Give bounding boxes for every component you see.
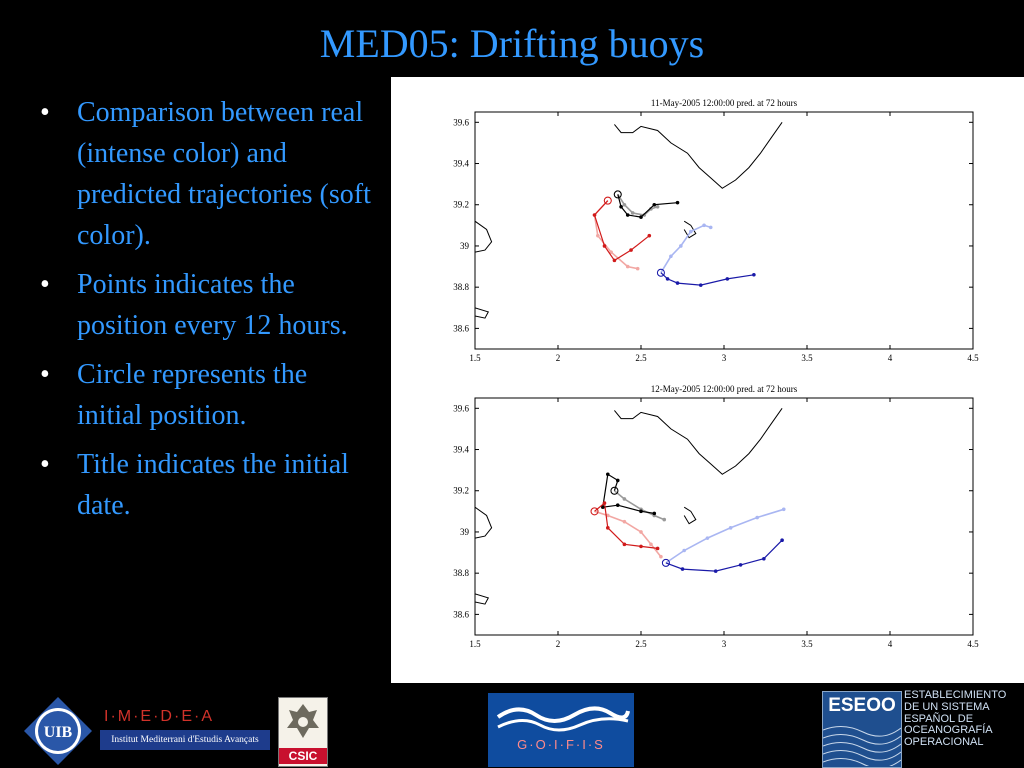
csic-emblem-icon [279,698,327,748]
x-tick-label: 4 [887,639,893,649]
trajectory-red-real [595,201,650,261]
x-tick-label: 3 [721,353,727,363]
eseoo-name-line: OPERACIONAL [904,736,984,749]
position-point [623,520,627,524]
position-point [714,569,718,573]
x-tick-label: 3.5 [801,353,813,363]
coastline [684,507,696,524]
bullet-text: Circle represents the initial position. [77,359,308,431]
position-point [782,507,786,511]
x-tick-label: 2 [555,639,561,649]
position-point [656,205,660,209]
position-point [652,512,656,516]
plot-area [475,122,782,318]
x-tick-label: 3 [721,639,727,649]
position-point [639,510,643,514]
goifis-label: G·O·I·F·I·S [517,737,605,752]
axes-box [475,112,973,349]
y-tick-label: 39 [460,526,469,537]
x-tick-label: 1.5 [469,353,481,363]
position-point [659,555,663,559]
wave-icon [488,693,634,737]
position-point [681,567,685,571]
y-tick-label: 39.2 [453,199,469,210]
position-point [699,283,703,287]
position-point [662,518,666,522]
position-point [639,530,643,534]
position-point [679,244,683,248]
bullet-dot: • [40,269,50,300]
position-point [652,203,656,207]
position-point [639,215,643,219]
y-tick-label: 38.8 [453,568,469,579]
eseoo-label: ESEOO [828,695,896,716]
bullet-dot: • [40,359,50,390]
y-tick-label: 38.6 [453,323,469,334]
position-point [755,516,759,520]
position-point [613,259,617,263]
plot-panel [453,98,979,363]
bullet-item [36,92,376,256]
y-tick-label: 38.8 [453,282,469,293]
eseoo-name-line: OCEANOGRAFÍA [904,724,993,737]
trajectory-black-pred [614,491,664,520]
y-tick-label: 39.4 [453,158,469,169]
eseoo-name-line: DE UN SISTEMA [904,700,990,713]
goifis-logo [488,693,634,767]
bullet-text: Comparison between real (intense color) and predicted trajectories (soft color). [77,97,371,251]
position-point [626,265,630,269]
plot-area [475,408,786,604]
coastline [475,221,492,252]
position-point [623,203,627,207]
coastline [614,122,782,188]
position-point [762,557,766,561]
trajectory-red-pred [595,511,661,556]
bullet-dot: • [40,449,50,480]
position-point [726,277,730,281]
bullet-list [36,92,376,534]
position-point [606,472,610,476]
position-point [616,503,620,507]
position-point [676,201,680,205]
x-tick-label: 3.5 [801,639,813,649]
eseoo-name-line: ESPAÑOL DE [904,712,974,725]
position-point [619,205,623,209]
axes-box [475,398,973,635]
position-point [739,563,743,567]
x-tick-label: 2.5 [635,353,647,363]
position-point [631,211,635,215]
bullet-text: Title indicates the initial date. [77,449,349,521]
y-tick-label: 39 [460,240,469,251]
position-point [596,234,600,238]
y-tick-label: 39.2 [453,485,469,496]
x-tick-label: 4.5 [967,639,979,649]
slide-title: MED05: Drifting buoys [319,21,705,66]
position-point [623,497,627,501]
position-point [616,479,620,483]
position-point [593,213,597,217]
position-point [706,536,710,540]
coastline [475,594,488,604]
position-point [603,501,607,505]
trajectory-black-real [603,474,655,513]
csic-label: CSIC [279,748,327,764]
eseoo-name-line: ESTABLECIMIENTO [904,689,1007,701]
y-tick-label: 38.6 [453,609,469,620]
y-tick-label: 39.6 [453,117,469,128]
eseoo-name [904,690,1022,749]
csic-logo [278,697,328,767]
uib-logo [22,695,94,767]
coastline [475,507,492,538]
eseoo-logo [822,691,902,768]
coastline [475,308,488,318]
position-point [649,543,653,547]
position-point [780,538,784,542]
position-point [709,226,713,230]
plot-title: 12-May-2005 12:00:00 pred. at 72 hours [650,384,798,394]
position-point [666,277,670,281]
position-point [623,543,627,547]
position-point [629,248,633,252]
x-tick-label: 4 [887,353,893,363]
position-point [702,224,706,228]
position-point [676,281,680,285]
trajectory-blue-real [666,540,782,571]
x-tick-label: 1.5 [469,639,481,649]
position-point [606,526,610,530]
bullet-item [36,264,376,346]
bullet-text: Points indicates the position every 12 hours. [77,269,348,341]
bullet-item [36,444,376,526]
position-point [669,254,673,258]
plot-title: 11-May-2005 12:00:00 pred. at 72 hours [650,98,798,108]
uib-label: UIB [43,724,73,741]
trajectory-plots [391,77,1024,683]
imedea-logo-word: I·M·E·D·E·A [104,708,214,725]
position-point [636,267,640,271]
trajectory-figure [391,77,1024,683]
position-point [656,547,660,551]
position-point [682,549,686,553]
y-tick-label: 39.6 [453,403,469,414]
x-tick-label: 2 [555,353,561,363]
trajectory-blue-real [661,273,754,285]
position-point [729,526,733,530]
x-tick-label: 2.5 [635,639,647,649]
position-point [639,545,643,549]
position-point [648,234,652,238]
bullet-item [36,354,376,436]
position-point [603,244,607,248]
position-point [752,273,756,277]
x-tick-label: 4.5 [967,353,979,363]
coastline [614,408,782,474]
position-point [626,213,630,217]
trajectory-blue-pred [666,509,784,563]
contour-lines-icon [823,720,901,766]
position-point [689,230,693,234]
y-tick-label: 39.4 [453,444,469,455]
imedea-caption: Institut Mediterrani d'Estudis Avançats [100,730,270,750]
bullet-dot: • [40,97,50,128]
plot-panel [453,384,979,649]
